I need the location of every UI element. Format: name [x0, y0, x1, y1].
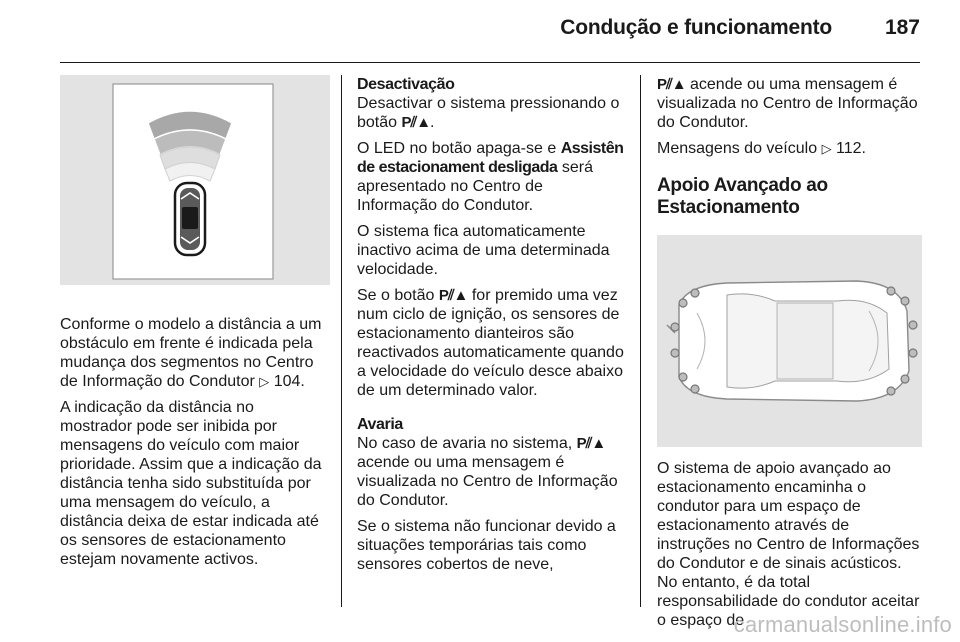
page-number: 187	[884, 16, 920, 39]
header-rule	[60, 62, 920, 63]
paragraph: O sistema fica automaticamente inactivo acima de uma determinada velocidade.	[357, 223, 610, 278]
column-divider-2	[640, 75, 641, 607]
distance-display-illustration	[60, 75, 330, 285]
paragraph	[357, 94, 627, 132]
paragraph	[657, 139, 922, 158]
distance-display-graphic	[60, 75, 330, 285]
paragraph	[60, 315, 330, 391]
page-header	[0, 0, 960, 64]
text-run: O LED no botão apaga-se e	[357, 140, 557, 157]
text-run: acende ou uma mensagem é visualizada no Centro de Informação do Condutor.	[657, 76, 918, 131]
paragraph: O sistema de apoio avançado ao estacionamento encaminha o condutor para um espaço de estacionamento através de instruções no Centro de Informações do Condutor e de sinais acústicos. No entanto, é da total responsabilidade do condutor aceitar o espaço de	[657, 460, 920, 629]
car-top-view-graphic	[657, 235, 922, 447]
parking-assist-button-icon: P⫽▲	[657, 76, 686, 93]
paragraph	[357, 286, 627, 400]
paragraph	[357, 139, 627, 215]
paragraph: A indicação da distância no mostrador pode ser inibida por mensagens do veículo com maior prioridade. Assim que a indicação da distância tenha sido substituída por uma mensagem do veículo, a distância deixa de estar indicada até os sensores de estacionamento estejam novamente activos.	[60, 399, 322, 568]
column-1	[60, 75, 330, 576]
section-heading: Apoio Avançado ao Estacionamento	[657, 175, 828, 218]
subheading-avaria: Avaria	[357, 416, 403, 433]
reference-arrow-icon: ▷	[259, 374, 270, 389]
text-run: Conforme o modelo a distância a um obstáculo em frente é indicada pela mudança dos segmentos no Centro de Informação do Condutor	[60, 316, 322, 390]
page-reference: 104.	[273, 373, 305, 390]
reference-arrow-icon: ▷	[821, 141, 832, 156]
paragraph	[657, 75, 922, 132]
paragraph: Se o sistema não funcionar devido a situações temporárias tais como sensores cobertos de neve,	[357, 518, 616, 573]
column-divider-1	[341, 75, 342, 607]
parking-assist-button-icon: P⫽▲	[438, 287, 468, 304]
column-3	[657, 75, 922, 637]
text-run: será apresentado no Centro de Informação do Condutor.	[357, 159, 593, 214]
parking-assist-button-icon: P⫽▲	[576, 435, 606, 452]
text-run: No caso de avaria no sistema,	[357, 435, 573, 452]
text-run: Mensagens do veículo	[657, 140, 818, 157]
display-message: Assistên de estacionament desligada	[357, 140, 624, 176]
text-run: for premido uma vez num ciclo de ignição, os sensores de estacionamento dianteiros são reactivados automaticamente quando a velocidade do veículo desce abaixo de um determinado valor.	[357, 287, 624, 399]
text-run: Se o botão	[357, 287, 435, 304]
text-run: Desactivar o sistema pressionando o botão	[357, 95, 620, 131]
text-run: acende ou uma mensagem é visualizada no Centro de Informação do Condutor.	[357, 454, 618, 509]
text-run: .	[430, 114, 435, 131]
parking-assist-button-icon: P⫽▲	[401, 114, 431, 131]
column-2	[357, 75, 627, 581]
paragraph	[357, 434, 627, 510]
watermark: carmanualsonline.info	[733, 612, 952, 637]
section-title: Condução e funcionamento	[560, 16, 832, 39]
subheading-desactivacao: Desactivação	[357, 76, 455, 93]
page-reference: 112.	[836, 140, 866, 157]
car-sensors-illustration	[657, 235, 922, 447]
